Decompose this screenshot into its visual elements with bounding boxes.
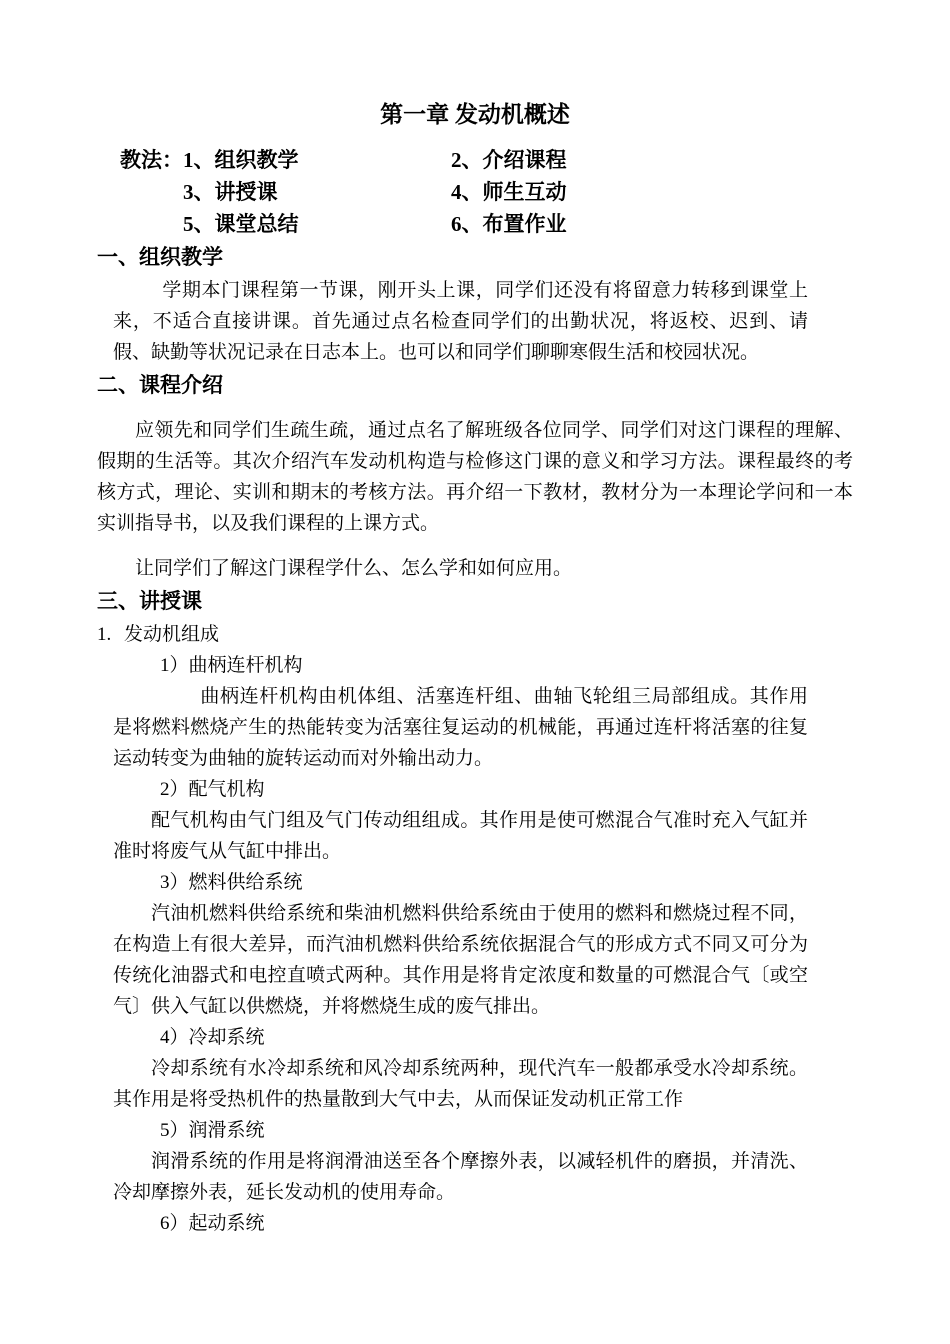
methods-row: [97, 144, 853, 176]
methods-row: [97, 208, 853, 240]
methods-label: [97, 208, 183, 240]
section-heading: 二、课程介绍: [97, 373, 223, 397]
teaching-methods: [97, 144, 853, 240]
sub-heading: 1）曲柄连杆机构: [160, 655, 303, 676]
numbered-item: [97, 619, 853, 650]
sub-heading: 5）润滑系统: [160, 1120, 265, 1141]
section-heading: 三、讲授课: [97, 589, 202, 613]
methods-label: [97, 176, 183, 208]
paragraph: 配气机构由气门组及气门传动组组成。其作用是使可燃混合气准时充入气缸并准时将废气从气缸中排出。: [113, 810, 808, 862]
methods-item: 4、师生互动: [451, 180, 567, 204]
item-marker: 1.: [97, 624, 112, 645]
document-title: 第一章 发动机概述: [380, 102, 570, 127]
paragraph: 曲柄连杆机构由机体组、活塞连杆组、曲轴飞轮组三局部组成。其作用是将燃料燃烧产生的热能转变为活塞往复运动的机械能，再通过连杆将活塞的往复运动转变为曲轴的旋转运动而对外输出动力。: [113, 686, 808, 769]
methods-item: 6、布置作业: [451, 212, 567, 236]
paragraph: 冷却系统有水冷却系统和风冷却系统两种，现代汽车一般都承受水冷却系统。其作用是将受热机件的热量散到大气中去，从而保证发动机正常工作: [113, 1058, 808, 1110]
methods-label: 教法：: [120, 148, 183, 172]
sub-heading: 2）配气机构: [160, 779, 265, 800]
methods-item: 1、组织教学: [183, 148, 299, 172]
document-body: [97, 242, 853, 1239]
paragraph: 学期本门课程第一节课，刚开头上课，同学们还没有将留意力转移到课堂上来，不适合直接讲课。首先通过点名检查同学们的出勤状况，将返校、迟到、请假、缺勤等状况记录在日志本上。也可以和同学们聊聊寒假生活和校园状况。: [113, 280, 808, 363]
paragraph: 汽油机燃料供给系统和柴油机燃料供给系统由于使用的燃料和燃烧过程不同，在构造上有很大差异，而汽油机燃料供给系统依据混合气的形成方式不同又可分为传统化油器式和电控直喷式两种。其作用是将肯定浓度和数量的可燃混合气〔或空气〕供入气缸以供燃烧，并将燃烧生成的废气排出。: [113, 903, 808, 1017]
paragraph: 应领先和同学们生疏生疏，通过点名了解班级各位同学、同学们对这门课程的理解、假期的生活等。其次介绍汽车发动机构造与检修这门课的意义和学习方法。课程最终的考核方式，理论、实训和期末的考核方法。再介绍一下教材，教材分为一本理论学问和一本实训指导书，以及我们课程的上课方式。: [97, 420, 853, 534]
section-heading: 一、组织教学: [97, 245, 223, 269]
item-text: 发动机组成: [124, 624, 220, 645]
methods-item: 2、介绍课程: [451, 148, 567, 172]
methods-item: 5、课堂总结: [183, 212, 299, 236]
methods-row: [97, 176, 853, 208]
paragraph: 让同学们了解这门课程学什么、怎么学和如何应用。: [135, 558, 573, 579]
sub-heading: 3）燃料供给系统: [160, 872, 303, 893]
sub-heading: 6）起动系统: [160, 1213, 265, 1234]
paragraph: 润滑系统的作用是将润滑油送至各个摩擦外表，以减轻机件的磨损，并清洗、冷却摩擦外表，延长发动机的使用寿命。: [113, 1151, 808, 1203]
sub-heading: 4）冷却系统: [160, 1027, 265, 1048]
methods-item: 3、讲授课: [183, 180, 278, 204]
